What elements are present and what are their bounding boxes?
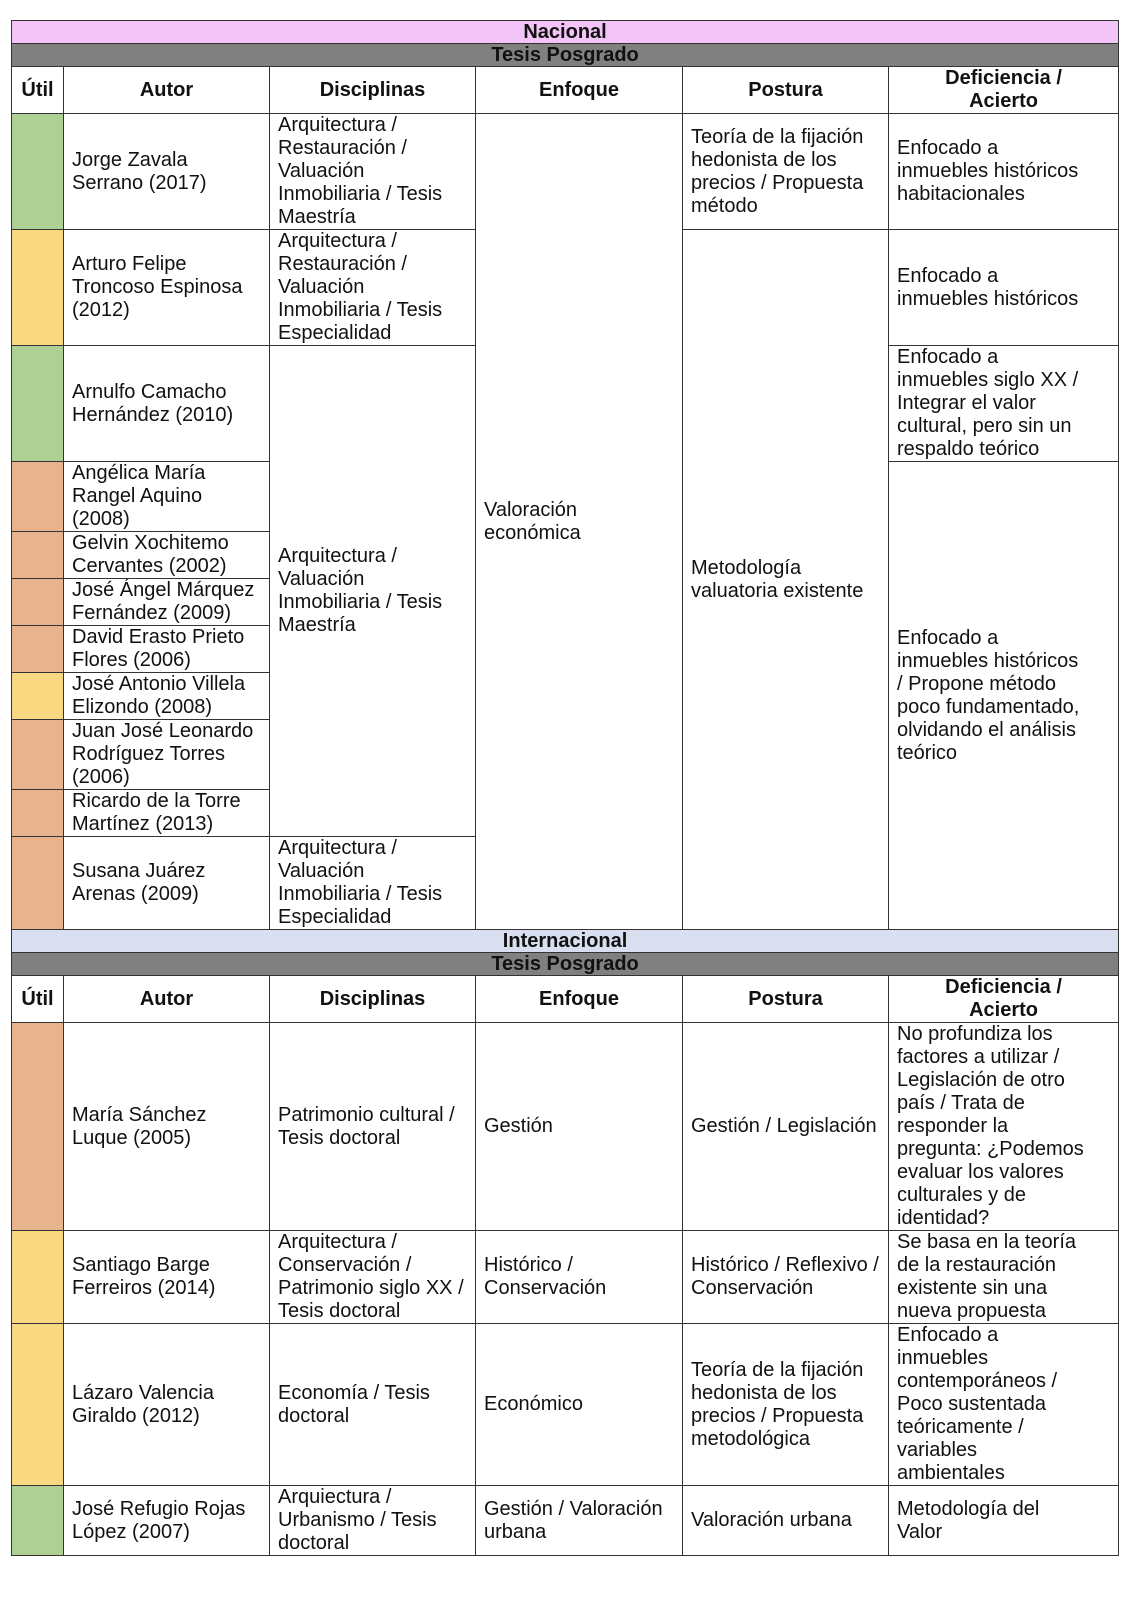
table-row [12, 1324, 1119, 1486]
deficiencia-cell: Enfocado a inmuebles históricos [889, 230, 1119, 346]
autor-cell: Lázaro Valencia Giraldo (2012) [64, 1324, 270, 1486]
postura-cell: Metodología valuatoria existente [683, 230, 889, 930]
disciplinas-cell: Arquitectura / Conservación / Patrimonio siglo XX / Tesis doctoral [270, 1231, 476, 1324]
disciplinas-cell: Arquitectura / Restauración / Valuación Inmobiliaria / Tesis Especialidad [270, 230, 476, 346]
autor-cell: Jorge Zavala Serrano (2017) [64, 114, 270, 230]
autor-cell: Arturo Felipe Troncoso Espinosa (2012) [64, 230, 270, 346]
util-indicator [12, 1231, 64, 1324]
section-title: Internacional [12, 930, 1119, 953]
col-disciplinas: Disciplinas [270, 67, 476, 114]
col-autor: Autor [64, 67, 270, 114]
literature-review-table [11, 20, 1119, 1556]
autor-cell: José Ángel Márquez Fernández (2009) [64, 579, 270, 626]
util-indicator [12, 114, 64, 230]
disciplinas-cell: Arquitectura / Valuación Inmobiliaria / Tesis Maestría [270, 346, 476, 837]
autor-cell: Angélica María Rangel Aquino (2008) [64, 462, 270, 532]
section-title: Nacional [12, 21, 1119, 44]
postura-cell: Valoración urbana [683, 1486, 889, 1556]
disciplinas-cell: Patrimonio cultural / Tesis doctoral [270, 1023, 476, 1231]
enfoque-cell: Gestión [476, 1023, 683, 1231]
deficiencia-cell: Metodología del Valor [889, 1486, 1119, 1556]
postura-cell: Teoría de la fijación hedonista de los precios / Propuesta método [683, 114, 889, 230]
col-postura: Postura [683, 67, 889, 114]
util-indicator [12, 1486, 64, 1556]
section-subheader [12, 44, 1119, 67]
disciplinas-cell: Arquitectura / Valuación Inmobiliaria / Tesis Especialidad [270, 837, 476, 930]
deficiencia-cell: Enfocado a inmuebles siglo XX / Integrar el valor cultural, pero sin un respaldo teórico [889, 346, 1119, 462]
util-indicator [12, 626, 64, 673]
util-indicator [12, 837, 64, 930]
autor-cell: José Refugio Rojas López (2007) [64, 1486, 270, 1556]
disciplinas-cell: Arquiectura / Urbanismo / Tesis doctoral [270, 1486, 476, 1556]
col-autor: Autor [64, 976, 270, 1023]
util-indicator [12, 790, 64, 837]
enfoque-cell: Valoración económica [476, 114, 683, 930]
util-indicator [12, 1324, 64, 1486]
section-subtitle: Tesis Posgrado [12, 953, 1119, 976]
autor-cell: Santiago Barge Ferreiros (2014) [64, 1231, 270, 1324]
autor-cell: Ricardo de la Torre Martínez (2013) [64, 790, 270, 837]
util-indicator [12, 673, 64, 720]
enfoque-cell: Gestión / Valoración urbana [476, 1486, 683, 1556]
util-indicator [12, 532, 64, 579]
postura-cell: Histórico / Reflexivo / Conservación [683, 1231, 889, 1324]
disciplinas-cell: Economía / Tesis doctoral [270, 1324, 476, 1486]
table-row [12, 1023, 1119, 1231]
col-enfoque: Enfoque [476, 976, 683, 1023]
table-row [12, 1486, 1119, 1556]
postura-cell: Gestión / Legislación [683, 1023, 889, 1231]
table-row [12, 114, 1119, 230]
util-indicator [12, 462, 64, 532]
enfoque-cell: Histórico / Conservación [476, 1231, 683, 1324]
util-indicator [12, 230, 64, 346]
deficiencia-cell: Enfocado a inmuebles contemporáneos / Poco sustentada teóricamente / variables ambientales [889, 1324, 1119, 1486]
disciplinas-cell: Arquitectura / Restauración / Valuación Inmobiliaria / Tesis Maestría [270, 114, 476, 230]
col-deficiencia: Deficiencia / Acierto [889, 67, 1119, 114]
autor-cell: Arnulfo Camacho Hernández (2010) [64, 346, 270, 462]
col-postura: Postura [683, 976, 889, 1023]
autor-cell: José Antonio Villela Elizondo (2008) [64, 673, 270, 720]
deficiencia-cell: Se basa en la teoría de la restauración existente sin una nueva propuesta [889, 1231, 1119, 1324]
col-disciplinas: Disciplinas [270, 976, 476, 1023]
section-header-internacional [12, 930, 1119, 953]
section-subtitle: Tesis Posgrado [12, 44, 1119, 67]
section-header-nacional [12, 21, 1119, 44]
autor-cell: María Sánchez Luque (2005) [64, 1023, 270, 1231]
autor-cell: Gelvin Xochitemo Cervantes (2002) [64, 532, 270, 579]
enfoque-cell: Económico [476, 1324, 683, 1486]
autor-cell: Juan José Leonardo Rodríguez Torres (2006) [64, 720, 270, 790]
col-util: Útil [12, 976, 64, 1023]
column-header-row [12, 976, 1119, 1023]
col-enfoque: Enfoque [476, 67, 683, 114]
util-indicator [12, 579, 64, 626]
deficiencia-cell: Enfocado a inmuebles históricos habitacionales [889, 114, 1119, 230]
col-deficiencia: Deficiencia / Acierto [889, 976, 1119, 1023]
column-header-row [12, 67, 1119, 114]
util-indicator [12, 346, 64, 462]
postura-cell: Teoría de la fijación hedonista de los precios / Propuesta metodológica [683, 1324, 889, 1486]
table-row [12, 1231, 1119, 1324]
deficiencia-cell: Enfocado a inmuebles históricos / Propone método poco fundamentado, olvidando el análisis teórico [889, 462, 1119, 930]
util-indicator [12, 1023, 64, 1231]
util-indicator [12, 720, 64, 790]
col-util: Útil [12, 67, 64, 114]
autor-cell: David Erasto Prieto Flores (2006) [64, 626, 270, 673]
autor-cell: Susana Juárez Arenas (2009) [64, 837, 270, 930]
deficiencia-cell: No profundiza los factores a utilizar / Legislación de otro país / Trata de responder la pregunta: ¿Podemos evaluar los valores culturales y de identidad? [889, 1023, 1119, 1231]
section-subheader [12, 953, 1119, 976]
